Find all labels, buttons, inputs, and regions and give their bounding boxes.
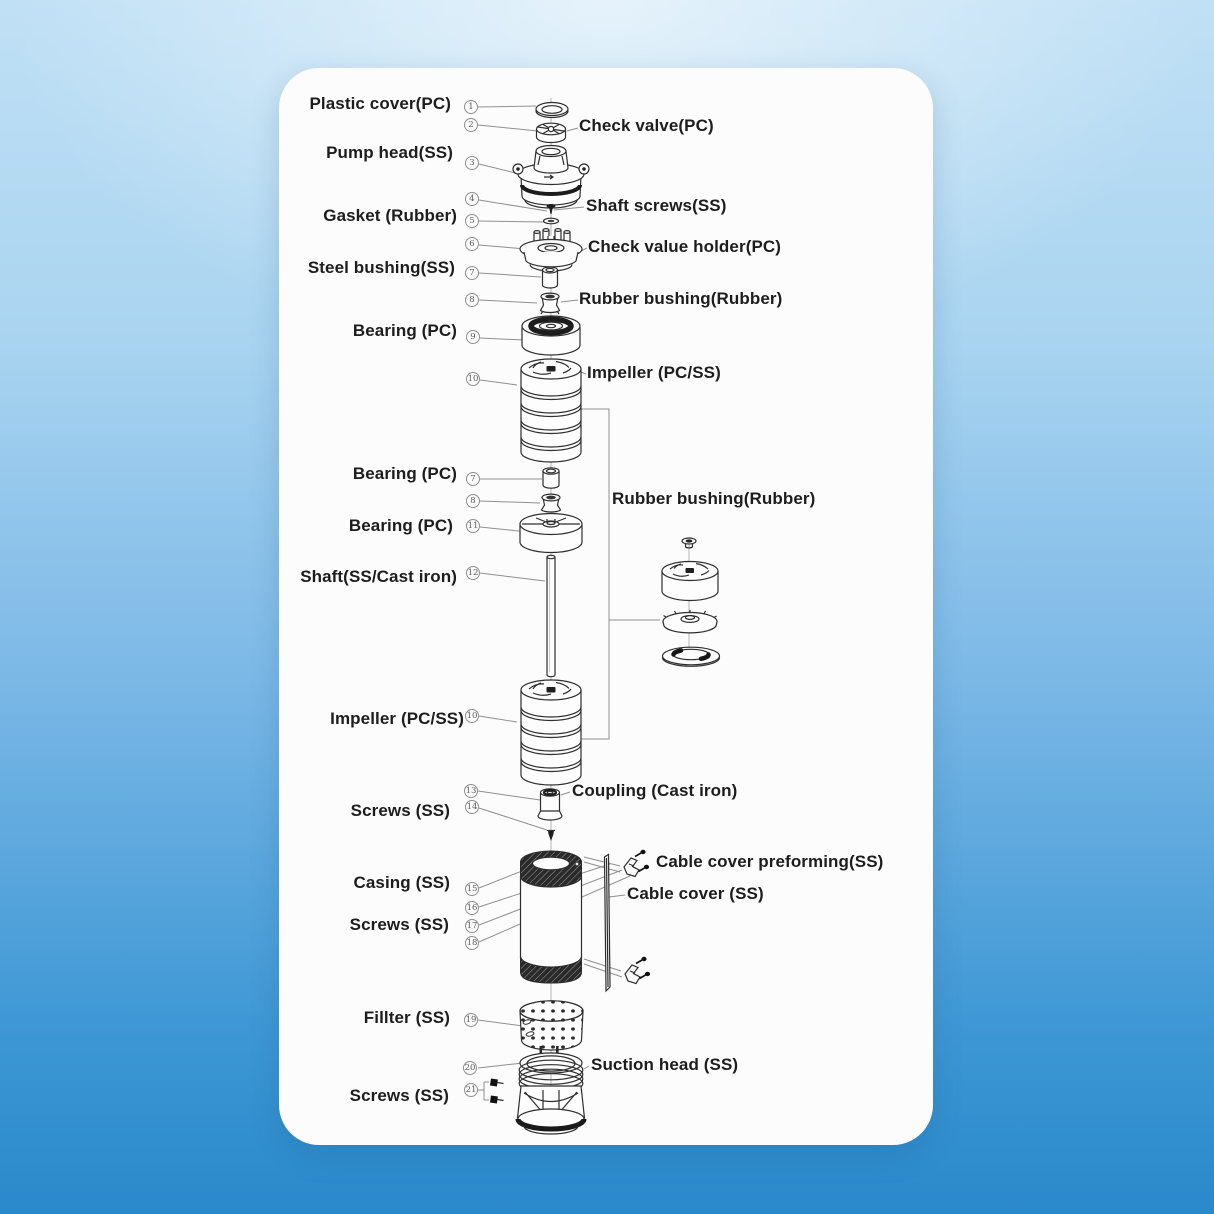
part-number-marker-17: 17 — [466, 921, 478, 931]
part-number-marker-16: 16 — [466, 903, 478, 913]
part-number-marker-15: 15 — [466, 884, 478, 894]
label-suction-head: Suction head (SS) — [591, 1055, 739, 1075]
label-plastic-cover: Plastic cover(PC) — [309, 94, 451, 114]
label-steel-bushing: Steel bushing(SS) — [307, 258, 455, 278]
label-impeller-lower: Impeller (PC/SS) — [330, 709, 464, 729]
label-bearing-low: Bearing (PC) — [348, 516, 453, 536]
part-number-marker-8: 8 — [465, 293, 479, 307]
label-check-valve: Check valve(PC) — [579, 116, 714, 136]
label-impeller-upper: Impeller (PC/SS) — [587, 363, 721, 383]
part-number-marker-10: 10 — [466, 711, 478, 721]
part-number-marker-3: 3 — [465, 156, 479, 170]
label-coupling: Coupling (Cast iron) — [572, 781, 738, 801]
label-pump-head: Pump head(SS) — [326, 143, 453, 163]
label-bearing-top: Bearing (PC) — [352, 321, 457, 341]
part-number-marker-1: 1 — [464, 100, 478, 114]
part-number-marker-9: 9 — [466, 330, 480, 344]
part-number-marker-12: 12 — [467, 568, 479, 578]
part-number-marker-4: 4 — [465, 192, 479, 206]
part-number-marker-20: 20 — [464, 1063, 476, 1073]
label-screws-casing: Screws (SS) — [349, 915, 449, 935]
label-screws-suction: Screws (SS) — [349, 1086, 449, 1106]
part-number-marker-5: 5 — [465, 214, 479, 228]
part-number-marker-13: 13 — [465, 786, 477, 796]
label-cable-cover-preforming: Cable cover preforming(SS) — [656, 852, 884, 872]
label-cable-cover: Cable cover (SS) — [627, 884, 764, 904]
label-screws-coupling: Screws (SS) — [350, 801, 450, 821]
part-number-marker-10: 10 — [467, 374, 479, 384]
part-number-marker-21: 21 — [465, 1085, 477, 1095]
label-shaft: Shaft(SS/Cast iron) — [300, 567, 457, 587]
part-number-marker-11: 11 — [467, 521, 479, 531]
label-rubber-bushing-top: Rubber bushing(Rubber) — [579, 289, 783, 309]
label-check-value-holder: Check value holder(PC) — [588, 237, 782, 257]
label-gasket: Gasket (Rubber) — [323, 206, 457, 226]
part-number-marker-18: 18 — [466, 938, 478, 948]
part-number-marker-19: 19 — [465, 1015, 477, 1025]
part-number-marker-7: 7 — [466, 472, 480, 486]
part-number-marker-8: 8 — [466, 494, 480, 508]
part-number-marker-14: 14 — [466, 802, 478, 812]
part-number-marker-7: 7 — [465, 266, 479, 280]
label-casing: Casing (SS) — [353, 873, 450, 893]
label-filter: Fillter (SS) — [363, 1008, 450, 1028]
label-rubber-bushing-detail: Rubber bushing(Rubber) — [612, 489, 816, 509]
label-shaft-screws: Shaft screws(SS) — [586, 196, 727, 216]
label-bearing-mid: Bearing (PC) — [352, 464, 457, 484]
part-number-marker-2: 2 — [464, 118, 478, 132]
part-number-marker-6: 6 — [465, 237, 479, 251]
